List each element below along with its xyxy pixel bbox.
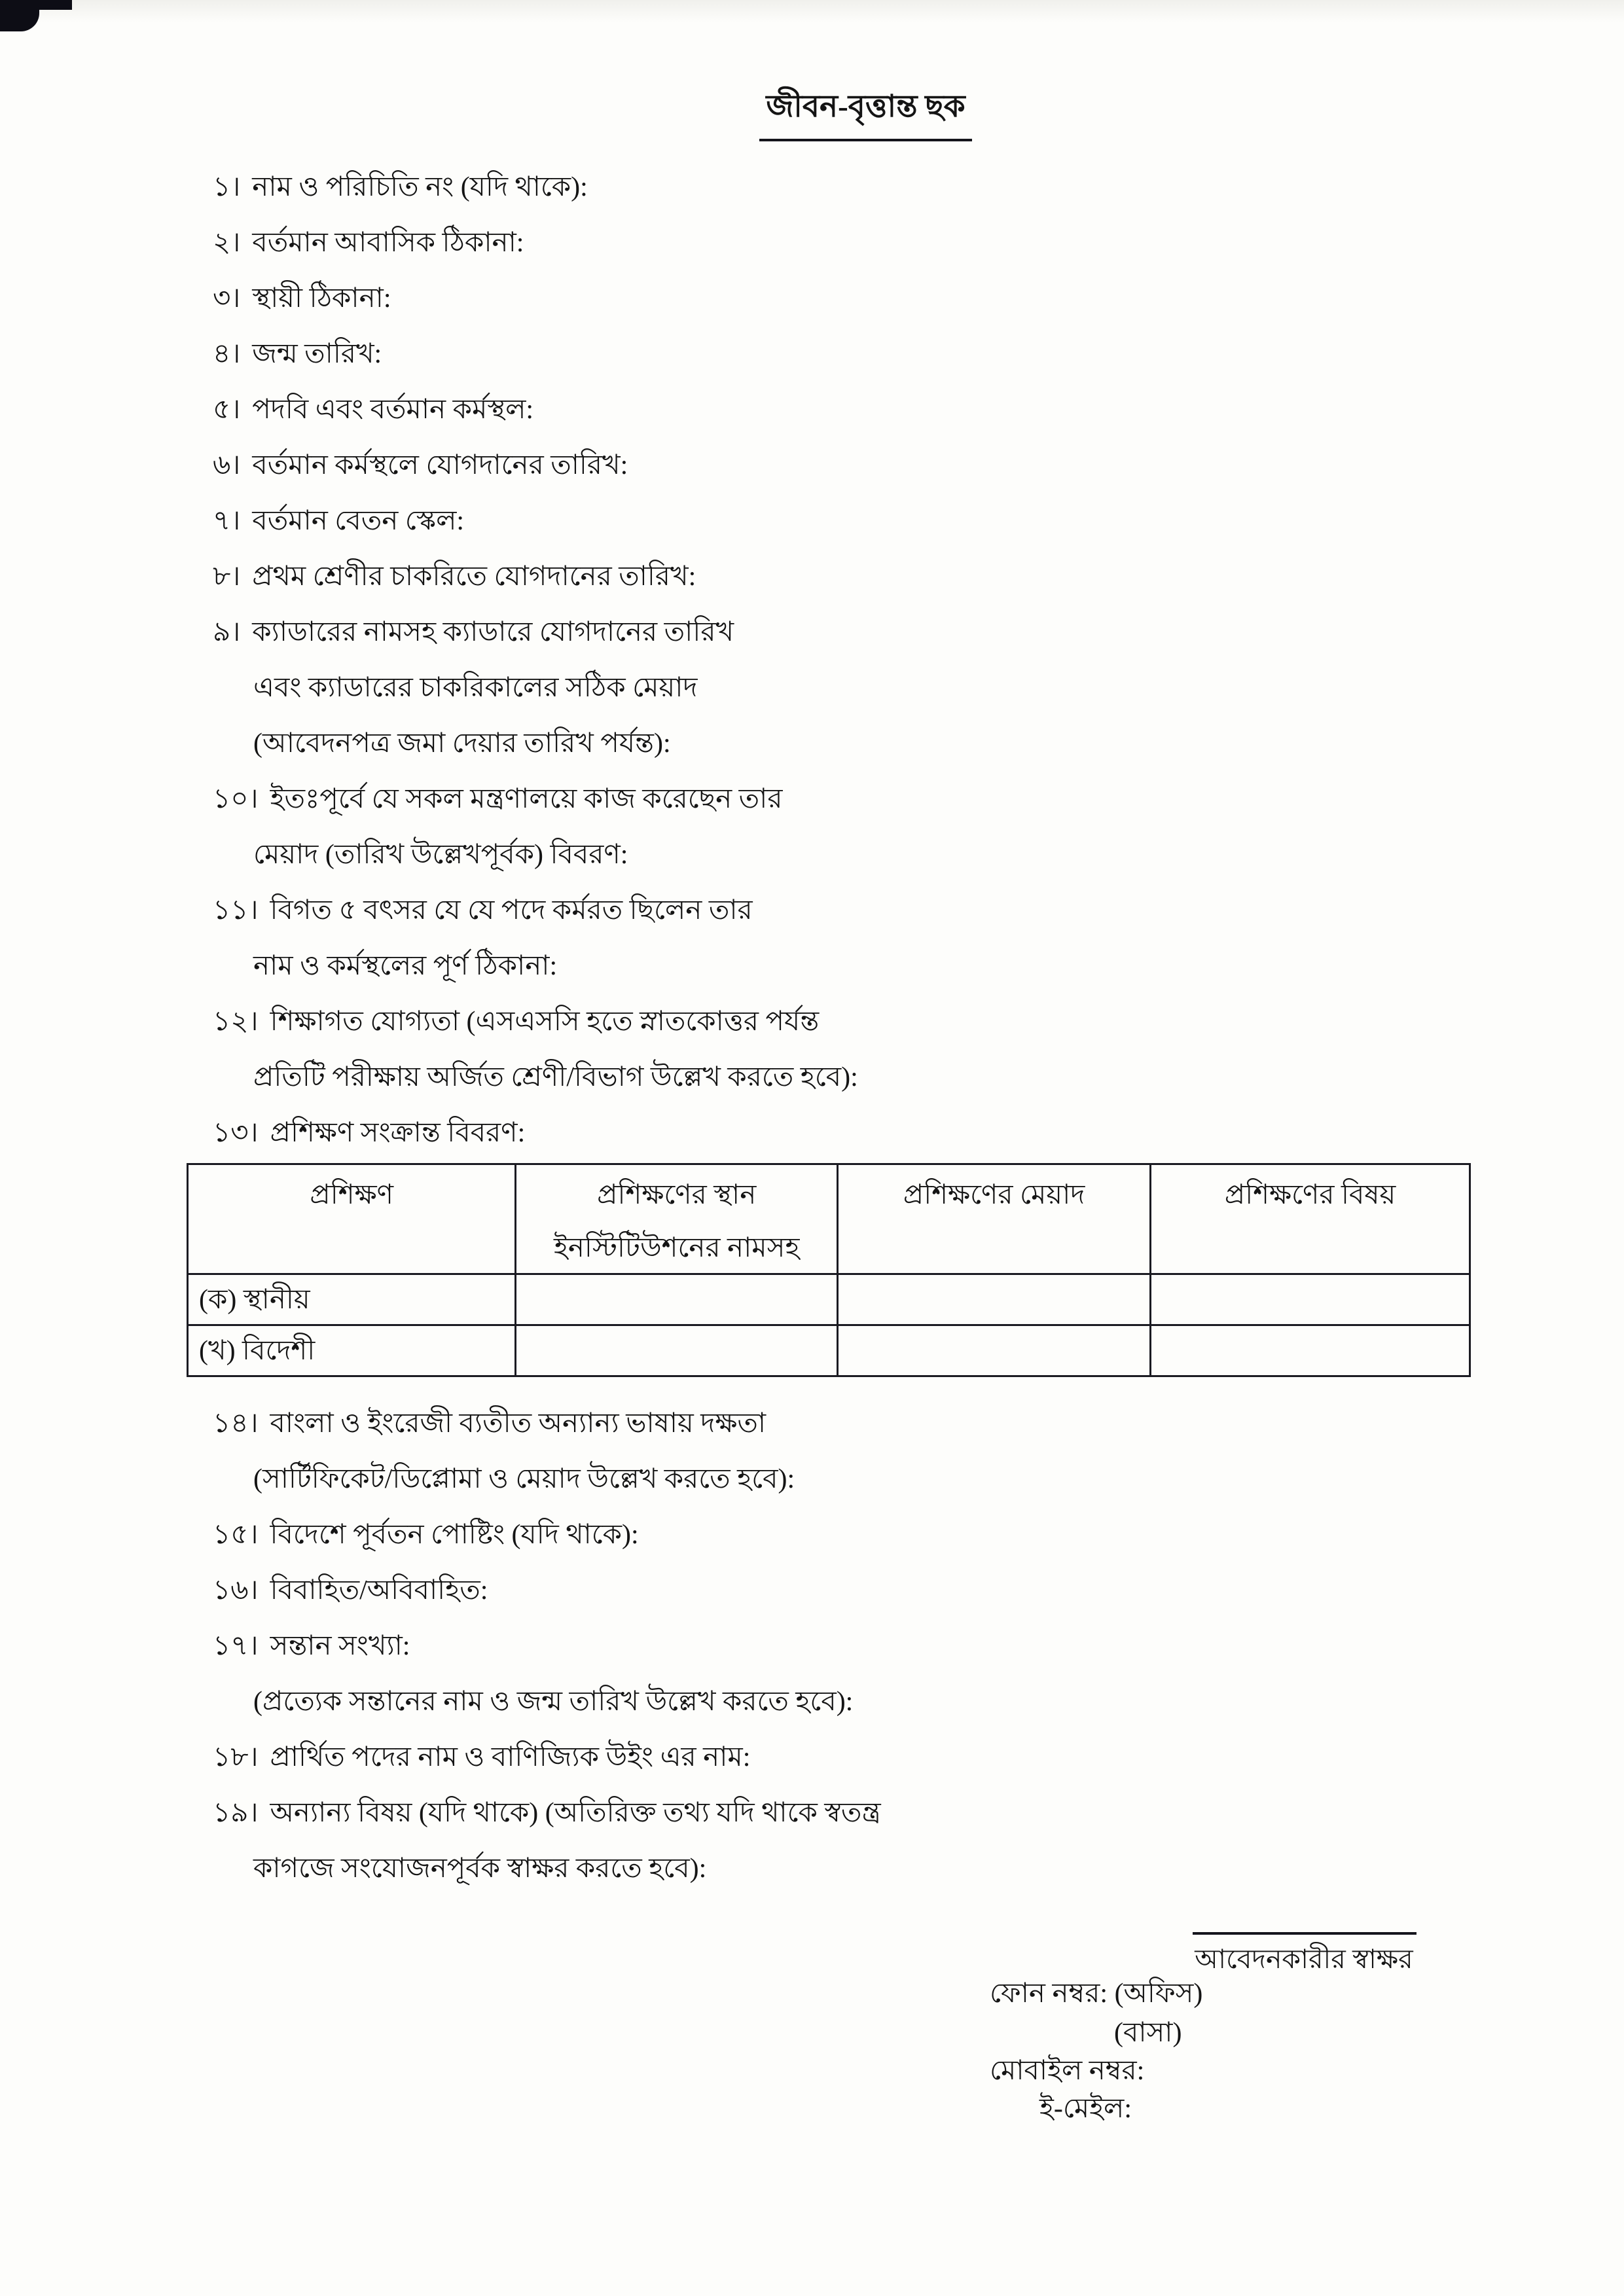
item-number: ৯। [213,617,241,647]
training-table-header-row [188,1164,1470,1274]
form-item-9 [187,605,1471,661]
item-label: অন্যান্য বিষয় (যদি থাকে) (অতিরিক্ত তথ্য যদি থাকে স্বতন্ত্র [270,1798,881,1828]
training-cell-empty [838,1274,1151,1325]
header-line: ইনস্টিটিউশনের নামসহ [553,1233,800,1263]
form-item-4 [187,327,1471,383]
item-number: ৪। [213,339,241,369]
item-number: ১৮। [213,1742,259,1772]
item-number: ১৯। [213,1798,259,1828]
item-number: ১৪। [213,1408,259,1439]
email-label: ই-মেইল: [1039,2094,1132,2124]
item-number: ১৫। [213,1520,259,1550]
form-item-8 [187,550,1471,605]
form-item-12 [187,995,1471,1050]
training-col-header-duration [838,1164,1151,1274]
item-label: স্থায়ী ঠিকানা: [252,283,391,314]
header-line: প্রশিক্ষণ [310,1180,393,1210]
form-item-17 [187,1619,1471,1675]
training-col-header-subject [1151,1164,1470,1274]
form-item-13 [187,1106,1471,1162]
page-title [0,82,1624,141]
item-label-continued: কাগজে সংযোজনপূর্বক স্বাক্ষর করতে হবে): [253,1854,707,1884]
form-item-9-cont-2 [187,717,1471,772]
header-line: প্রশিক্ষণের বিষয় [1224,1180,1396,1210]
mobile-number-label: মোবাইল নম্বর: [990,2056,1145,2086]
item-label: ইতঃপূর্বে যে সকল মন্ত্রণালয়ে কাজ করেছেন তার [270,784,783,814]
item-number: ৭। [213,506,241,536]
form-item-6 [187,439,1471,494]
item-label: বিগত ৫ বৎসর যে যে পদে কর্মরত ছিলেন তার [270,895,753,925]
form-item-19 [187,1786,1471,1842]
item-number: ৩। [213,283,241,314]
phone-office-label: ফোন নম্বর: (অফিস) [990,1979,1203,2009]
item-label: প্রশিক্ষণ সংক্রান্ত বিবরণ: [270,1118,526,1148]
item-number: ১৩। [213,1118,259,1148]
item-number: ৮। [213,562,241,592]
training-row-local [188,1274,1470,1325]
form-item-1 [187,160,1471,216]
item-label-continued: এবং ক্যাডারের চাকরিকালের সঠিক মেয়াদ [253,673,698,703]
form-item-17-cont-1 [187,1675,1471,1731]
form-item-9-cont-1 [187,661,1471,717]
training-cell-empty [838,1325,1151,1376]
training-col-header-training [188,1164,516,1274]
item-label: প্রথম শ্রেণীর চাকরিতে যোগদানের তারিখ: [252,562,696,592]
training-row-label: (খ) বিদেশী [188,1325,516,1376]
item-number: ৫। [213,395,241,425]
item-label: নাম ও পরিচিতি নং (যদি থাকে): [252,172,588,202]
item-label: বর্তমান বেতন স্কেল: [252,506,465,536]
header-line: প্রশিক্ষণের মেয়াদ [903,1180,1085,1210]
training-cell-empty [1151,1325,1470,1376]
form-item-14 [187,1397,1471,1452]
form-items-after-table [187,1397,1471,1897]
item-number: ২। [213,228,241,258]
form-item-2 [187,216,1471,272]
item-label: প্রার্থিত পদের নাম ও বাণিজ্যিক উইং এর নাম: [270,1742,751,1772]
item-number: ১৭। [213,1631,259,1661]
form-item-3 [187,272,1471,327]
item-label-continued: (আবেদনপত্র জমা দেয়ার তারিখ পর্যন্ত): [253,728,671,759]
form-item-11-cont-1 [187,939,1471,995]
item-number: ১১। [213,895,259,925]
form-item-7 [187,494,1471,550]
item-number: ১২। [213,1007,259,1037]
phone-home-label: (বাসা) [1114,2018,1182,2048]
form-item-12-cont-1 [187,1050,1471,1106]
item-label: বাংলা ও ইংরেজী ব্যতীত অন্যান্য ভাষায় দক্ষতা [270,1408,767,1439]
item-label: সন্তান সংখ্যা: [270,1631,410,1661]
page-title-text: জীবন-বৃত্তান্ত ছক [759,82,971,141]
signature-line [1193,1932,1416,1935]
training-cell-empty [516,1325,838,1376]
item-label-continued: মেয়াদ (তারিখ উল্লেখপূর্বক) বিবরণ: [253,840,628,870]
form-item-19-cont-1 [187,1842,1471,1897]
item-label-continued: প্রতিটি পরীক্ষায় অর্জিত শ্রেণী/বিভাগ উল্লেখ করতে হবে): [253,1062,858,1092]
form-item-16 [187,1564,1471,1619]
item-number: ১৬। [213,1575,259,1605]
form-item-5 [187,383,1471,439]
item-number: ৬। [213,450,241,480]
item-label-continued: নাম ও কর্মস্থলের পূর্ণ ঠিকানা: [253,951,558,981]
item-label-continued: (সার্টিফিকেট/ডিপ্লোমা ও মেয়াদ উল্লেখ করতে হবে): [253,1464,795,1494]
form-item-15 [187,1508,1471,1564]
training-table [187,1163,1471,1377]
item-label: বর্তমান কর্মস্থলে যোগদানের তারিখ: [252,450,628,480]
scan-edge-artifact [0,0,1624,22]
form-item-10 [187,772,1471,828]
item-label: জন্ম তারিখ: [252,339,382,369]
form-body [187,160,1471,1897]
item-label: শিক্ষাগত যোগ্যতা (এসএসসি হতে স্নাতকোত্তর পর্যন্ত [270,1007,820,1037]
scan-corner-artifact [0,0,39,31]
item-label: পদবি এবং বর্তমান কর্মস্থল: [252,395,534,425]
training-col-header-place [516,1164,838,1274]
form-item-11 [187,884,1471,939]
item-label-continued: (প্রত্যেক সন্তানের নাম ও জন্ম তারিখ উল্লেখ করতে হবে): [253,1687,854,1717]
form-item-10-cont-1 [187,828,1471,884]
training-row-foreign [188,1325,1470,1376]
header-line: প্রশিক্ষণের স্থান [597,1180,757,1210]
item-label: বিবাহিত/অবিবাহিত: [270,1575,488,1605]
item-label: বিদেশে পূর্বতন পোষ্টিং (যদি থাকে): [270,1520,639,1550]
training-cell-empty [516,1274,838,1325]
item-label: ক্যাডারের নামসহ ক্যাডারে যোগদানের তারিখ [252,617,734,647]
item-label: বর্তমান আবাসিক ঠিকানা: [252,228,524,258]
form-item-14-cont-1 [187,1452,1471,1508]
training-row-label: (ক) স্থানীয় [188,1274,516,1325]
form-item-18 [187,1731,1471,1786]
training-cell-empty [1151,1274,1470,1325]
item-number: ১। [213,172,241,202]
item-number: ১০। [213,784,259,814]
applicant-signature-label: আবেদনকারীর স্বাক্ষর [1195,1944,1413,1974]
